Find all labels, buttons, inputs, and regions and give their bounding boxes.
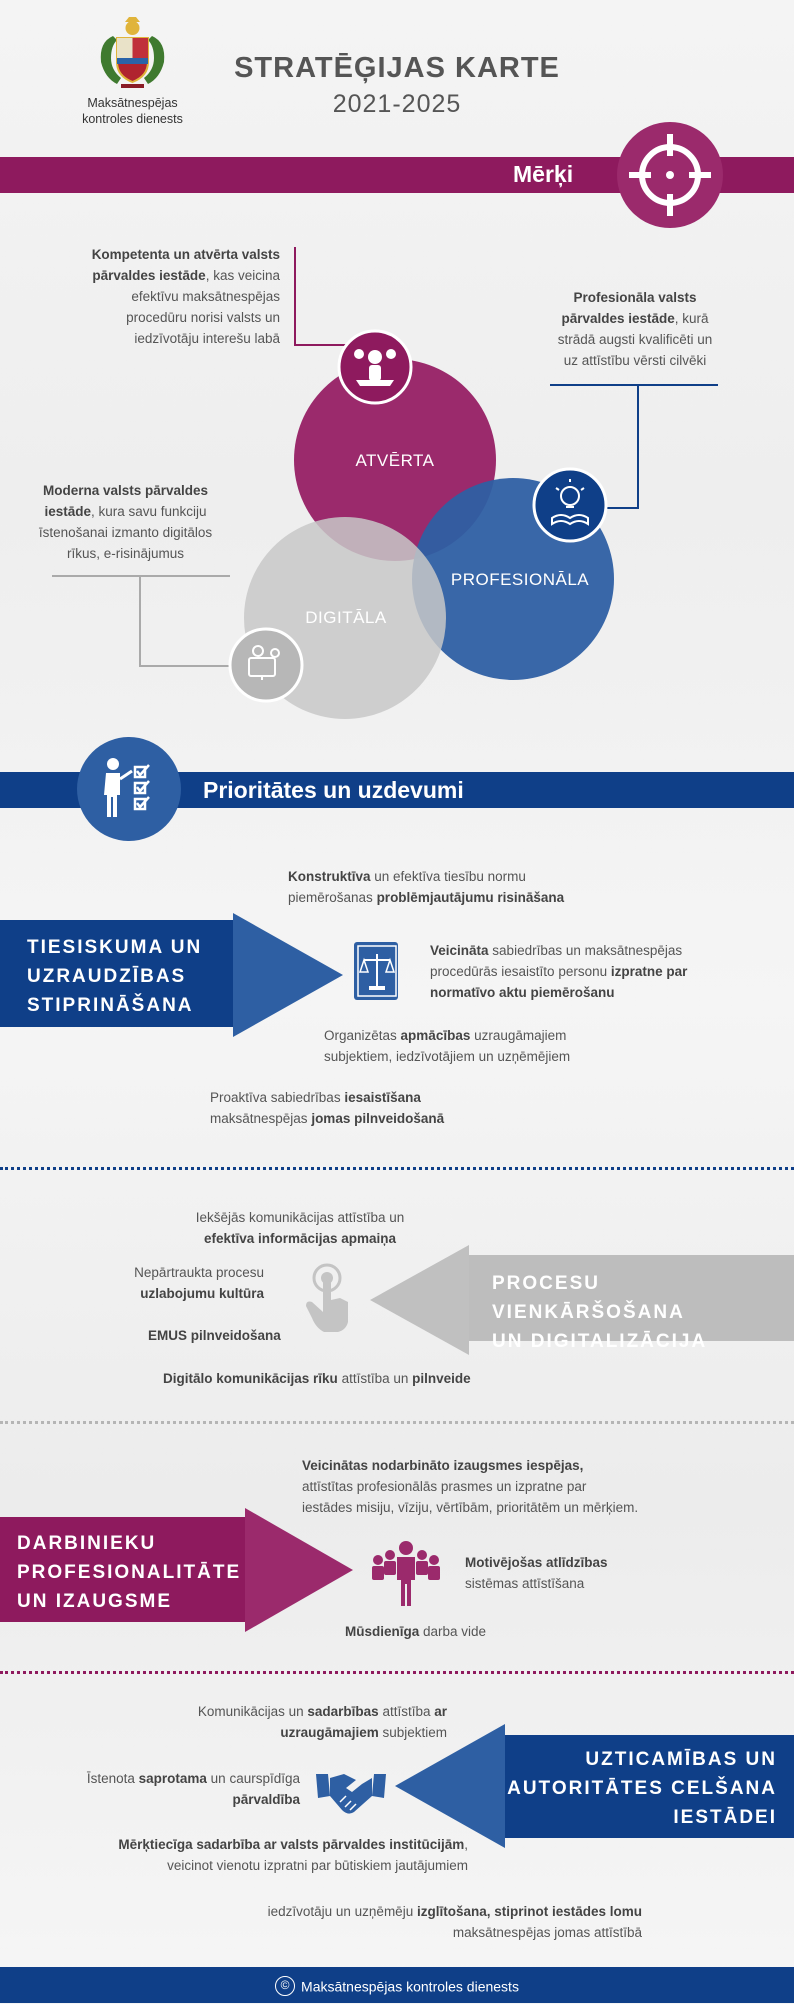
p4-item-4: iedzīvotāju un uzņēmēju izglītošana, stiprinot iestādes lomu maksātnespējas jomas attīstībā — [267, 1904, 642, 1940]
p2-item-4: Digitālo komunikācijas rīku attīstība un pilnveide — [163, 1371, 471, 1386]
p1-arrow — [233, 913, 343, 1037]
footer-text: Maksātnespējas kontroles dienests — [301, 1978, 519, 1995]
copyright-icon: © — [275, 1976, 295, 1996]
footer — [0, 1967, 794, 2003]
org-name: Maksātnespējas kontroles dienests — [82, 96, 183, 126]
law-book-icon — [352, 940, 402, 1004]
goal-open-description: Kompetenta un atvērta valsts pārvaldes iestāde, kas veicina efektīvu maksātnespējas procedūru norisi valsts un iedzīvotāju interešu labā — [91, 247, 280, 346]
p2-arrow — [370, 1245, 469, 1355]
handshake-icon — [316, 1768, 386, 1818]
digital-gears-icon — [230, 629, 302, 701]
p4-item-3: Mērķtiecīga sadarbība ar valsts pārvaldes institūcijām, veicinot vienotu izpratni par būtiskiem jautājumiem — [118, 1837, 468, 1873]
goals-band-title: Mērķi — [513, 161, 574, 187]
p2-item-2: Nepārtraukta procesu uzlabojumu kultūra — [134, 1265, 264, 1301]
circle-label-open: ATVĒRTA — [355, 451, 435, 470]
digital-connector-line — [140, 576, 230, 666]
divider-1 — [0, 1167, 794, 1170]
p1-label: TIESISKUMA UN UZRAUDZĪBAS STIPRINĀŠANA — [27, 937, 203, 1016]
circle-label-digital: DIGITĀLA — [305, 608, 387, 627]
p4-item-2: Īstenota saprotama un caurspīdīga pārvaldība — [86, 1771, 300, 1807]
p4-arrow — [395, 1724, 505, 1848]
p3-arrow — [245, 1508, 353, 1632]
p2-label: PROCESU VIENKĀRŠOŠANA UN DIGITALIZĀCIJA — [492, 1273, 708, 1352]
professional-connector-line — [600, 385, 638, 508]
page-years: 2021-2025 — [332, 90, 462, 118]
p4-label: UZTICAMĪBAS UN AUTORITĀTES CELŠANA IESTĀDEI — [507, 1749, 777, 1828]
goal-professional-description: Profesionāla valsts pārvaldes iestāde, kurā strādā augsti kvalificēti un uz attīstību vērsti cilvēki — [557, 290, 713, 368]
p1-item-4: Proaktīva sabiedrības iesaistīšana maksātnespējas jomas pilnveidošanā — [210, 1090, 445, 1126]
touch-hand-icon — [300, 1262, 360, 1334]
p3-item-1: Veicinātas nodarbināto izaugsmes iespējas, attīstītas profesionālās prasmes un izpratne par iestādes misiju, vīziju, vērtībām, prioritātēm un mērķiem. — [302, 1458, 639, 1515]
p1-item-2: Veicināta sabiedrības un maksātnespējas procedūrās iesaistīto personu izpratne par normatīvo aktu piemērošanu — [430, 943, 688, 1000]
priorities-band-title: Prioritātes un uzdevumi — [203, 777, 464, 803]
team-people-icon — [368, 1538, 444, 1608]
p1-item-1: Konstruktīva un efektīva tiesību normu piemērošanas problēmjautājumu risināšana — [288, 869, 565, 905]
p3-item-2: Motivējošas atlīdzības sistēmas attīstīšana — [465, 1555, 608, 1591]
divider-2 — [0, 1421, 794, 1424]
p2-item-3: EMUS pilnveidošana — [148, 1328, 281, 1343]
p4-item-1: Komunikācijas un sadarbības attīstība ar uzraugāmajiem subjektiem — [197, 1704, 447, 1740]
p1-item-3: Organizētas apmācības uzraugāmajiem subjektiem, iedzīvotājiem un uzņēmējiem — [324, 1028, 571, 1064]
divider-3 — [0, 1671, 794, 1674]
goal-digital-description: Moderna valsts pārvaldes iestāde, kura savu funkciju īstenošanai izmanto digitālos rīkus, e-risinājumus — [38, 483, 213, 561]
p3-item-3: Mūsdienīga darba vide — [345, 1624, 487, 1639]
p2-item-1: Iekšējās komunikācijas attīstība un efektīva informācijas apmaiņa — [195, 1210, 405, 1246]
p3-label: DARBINIEKU PROFESIONALITĀTE UN IZAUGSME — [17, 1533, 242, 1612]
target-icon — [617, 122, 723, 228]
checklist-person-icon — [77, 737, 181, 841]
goals-venn-diagram — [0, 230, 794, 730]
page-title: STRATĒĢIJAS KARTE — [234, 52, 560, 84]
circle-label-professional: PROFESIONĀLA — [450, 570, 590, 589]
